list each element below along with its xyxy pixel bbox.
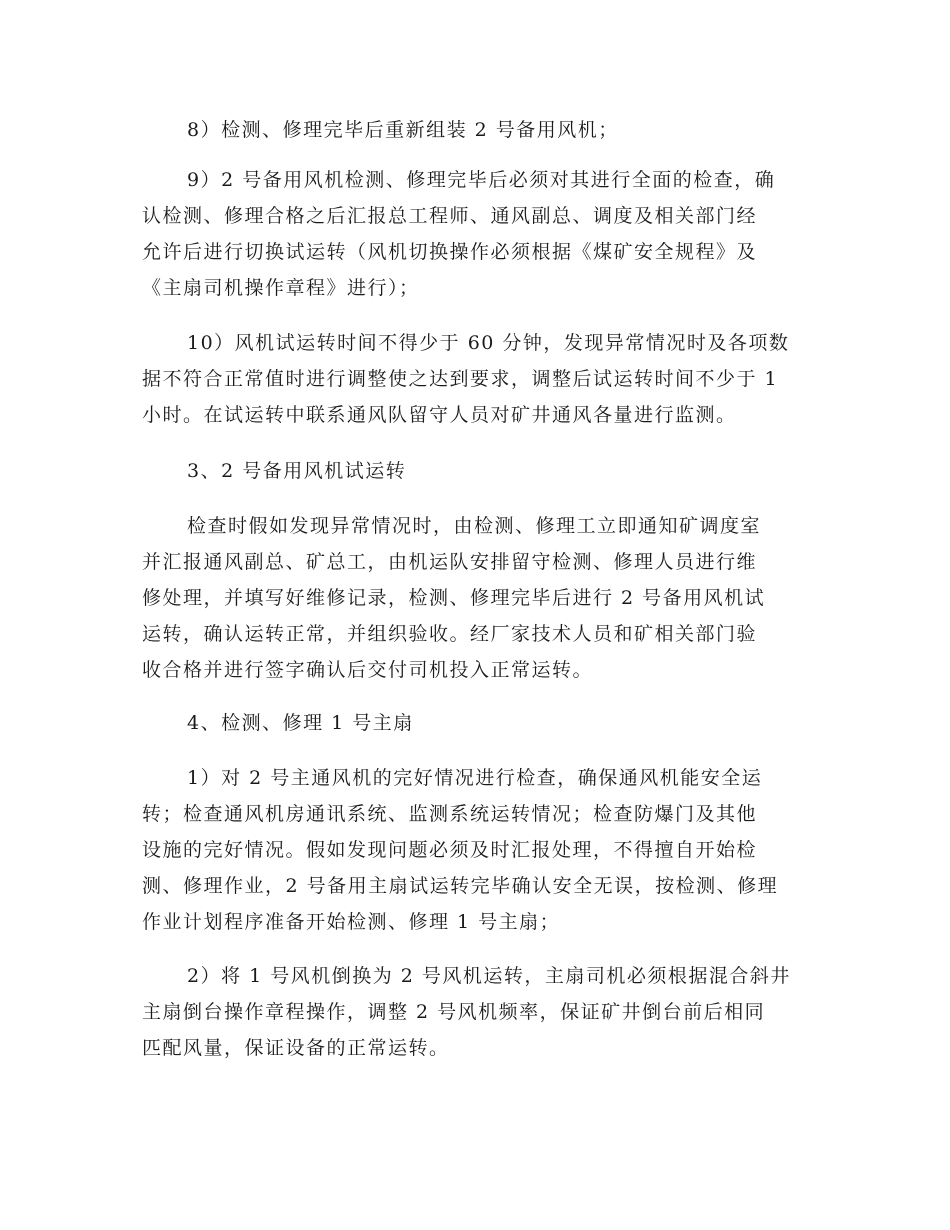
text-line: 4、检测、修理 1 号主扇 <box>187 712 414 734</box>
text-line: 修处理，并填写好维修记录，检测、修理完毕后进行 2 号备用风机试 <box>142 587 766 609</box>
text-line: 认检测、修理合格之后汇报总工程师、通风副总、调度及相关部门经 <box>142 205 758 227</box>
text-line: 9）2 号备用风机检测、修理完毕后必须对其进行全面的检查，确 <box>187 169 776 191</box>
paragraph-step-10 <box>142 325 812 433</box>
paragraph-step-2 <box>142 958 812 1066</box>
text-line: 主扇倒台操作章程操作，调整 2 号风机频率，保证矿井倒台前后相同 <box>142 1001 766 1023</box>
text-line: 并汇报通风副总、矿总工，由机运队安排留守检测、修理人员进行维 <box>142 551 758 573</box>
paragraph-step-9 <box>142 162 812 306</box>
paragraph-step-1 <box>142 760 812 940</box>
paragraph-inspection <box>142 508 812 688</box>
text-line: 运转，确认运转正常，并组织验收。经厂家技术人员和矿相关部门验 <box>142 623 758 645</box>
text-line: 《主扇司机操作章程》进行）； <box>142 277 420 299</box>
text-line: 2）将 1 号风机倒换为 2 号风机运转，主扇司机必须根据混合斜井 <box>187 965 791 987</box>
text-line: 设施的完好情况。假如发现问题必须及时汇报处理，不得擅自开始检 <box>142 839 758 861</box>
text-line: 匹配风量，保证设备的正常运转。 <box>142 1037 450 1059</box>
text-line: 小时。在试运转中联系通风队留守人员对矿井通风各量进行监测。 <box>142 404 737 426</box>
text-line: 3、2 号备用风机试运转 <box>187 460 407 482</box>
text-line: 允许后进行切换试运转（风机切换操作必须根据《煤矿安全规程》及 <box>142 241 758 263</box>
text-line: 1）对 2 号主通风机的完好情况进行检查，确保通风机能安全运 <box>187 767 763 789</box>
paragraph-step-8 <box>142 112 812 148</box>
text-line: 转；检查通风机房通讯系统、监测系统运转情况；检查防爆门及其他 <box>142 803 758 825</box>
text-line: 收合格并进行签字确认后交付司机投入正常运转。 <box>142 659 594 681</box>
text-line: 作业计划程序准备开始检测、修理 1 号主扇； <box>142 911 561 933</box>
text-line: 检查时假如发现异常情况时，由检测、修理工立即通知矿调度室 <box>187 515 762 537</box>
text-line: 测、修理作业，2 号备用主扇试运转完毕确认安全无误，按检测、修理 <box>142 875 779 897</box>
text-line: 10）风机试运转时间不得少于 60 分钟，发现异常情况时及各项数 <box>187 332 790 354</box>
text-line: 据不符合正常值时进行调整使之达到要求，调整后试运转时间不少于 1 <box>142 368 779 390</box>
text-line: 8）检测、修理完毕后重新组装 2 号备用风机； <box>187 119 619 141</box>
section-heading-4 <box>142 705 812 741</box>
section-heading-3 <box>142 453 812 489</box>
